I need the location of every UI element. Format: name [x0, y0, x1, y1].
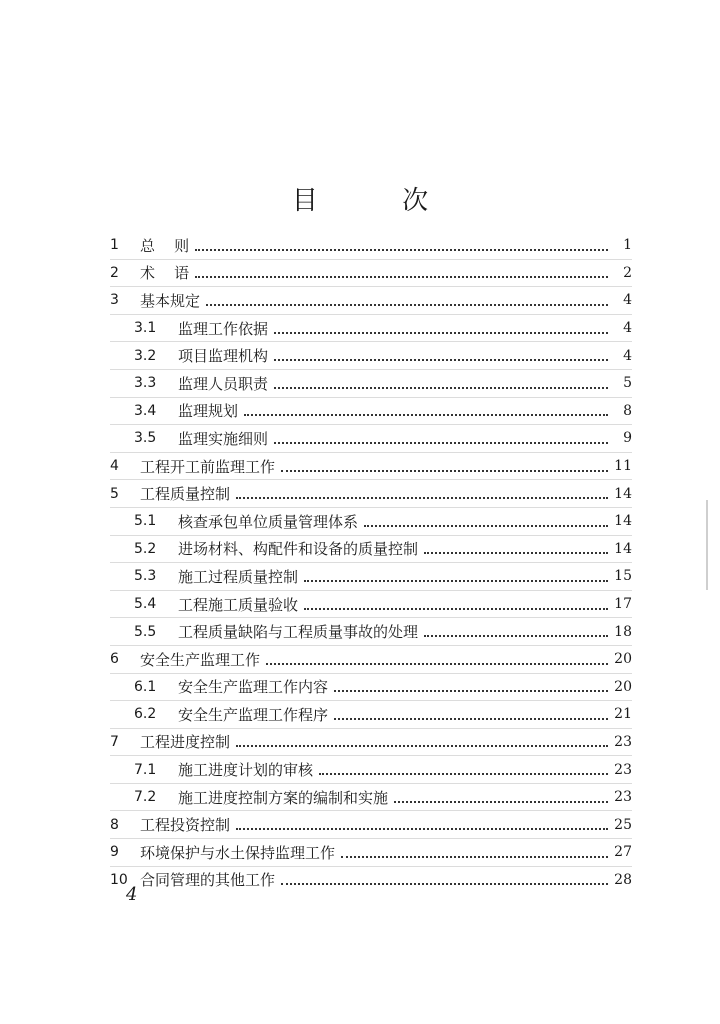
toc-entry-number: 2	[110, 264, 119, 281]
toc-entry-number: 6.2	[134, 706, 157, 723]
dot-leader	[341, 855, 608, 858]
toc-entry-page: 28	[614, 871, 632, 888]
toc-entry-page: 18	[614, 623, 632, 640]
toc-entry-page: 14	[614, 513, 632, 530]
toc-entry[interactable]	[110, 232, 632, 260]
toc-entry-page: 2	[623, 264, 632, 281]
toc-entry-title: 监理工作依据	[178, 319, 269, 338]
toc-subentry[interactable]	[110, 425, 632, 453]
toc-entry-number: 7.2	[134, 789, 157, 806]
toc-entry[interactable]	[110, 839, 632, 867]
toc-entry-number: 3.3	[134, 375, 157, 392]
toc-subentry[interactable]	[110, 784, 632, 812]
scan-edge-line	[706, 500, 708, 590]
toc-entry-title: 安全生产监理工作内容	[178, 678, 329, 697]
toc-entry-title: 工程质量缺陷与工程质量事故的处理	[178, 623, 419, 642]
toc-entry-number: 8	[110, 816, 119, 833]
toc-subentry[interactable]	[110, 618, 632, 646]
toc-title: 目 次	[291, 186, 467, 216]
toc-entry-page: 23	[614, 789, 632, 806]
toc-entry[interactable]	[110, 646, 632, 674]
dot-leader	[281, 469, 608, 472]
toc-entry-title: 监理人员职责	[178, 374, 269, 393]
dot-leader	[319, 772, 608, 775]
toc-entry-title: 总 则	[140, 236, 190, 255]
toc-entry-number: 3.2	[134, 347, 157, 364]
toc-entry[interactable]	[110, 453, 632, 481]
toc-entry-page: 14	[614, 485, 632, 502]
dot-leader	[274, 358, 608, 361]
toc-entry-number: 6	[110, 651, 119, 668]
toc-entry-page: 4	[623, 292, 632, 309]
toc-entry-page: 8	[623, 402, 632, 419]
toc-subentry[interactable]	[110, 701, 632, 729]
toc-subentry[interactable]	[110, 342, 632, 370]
toc-entry-title: 工程质量控制	[140, 485, 231, 504]
toc-entry-title: 项目监理机构	[178, 347, 269, 366]
toc-entry-title: 施工过程质量控制	[178, 567, 299, 586]
toc-entry-title: 工程施工质量验收	[178, 595, 299, 614]
dot-leader	[236, 496, 608, 499]
toc-entry-number: 5.1	[134, 513, 157, 530]
toc-entry-number: 3	[110, 292, 119, 309]
toc-entry-title: 安全生产监理工作程序	[178, 705, 329, 724]
dot-leader	[236, 827, 608, 830]
toc-entry-title: 施工进度控制方案的编制和实施	[178, 788, 389, 807]
dot-leader	[281, 882, 608, 885]
dot-leader	[195, 275, 608, 278]
toc-entry-page: 21	[614, 706, 632, 723]
dot-leader	[206, 303, 608, 306]
toc-entry-page: 11	[614, 458, 632, 475]
toc-entry-number: 6.1	[134, 678, 157, 695]
toc-entry[interactable]	[110, 260, 632, 288]
toc-entry[interactable]	[110, 811, 632, 839]
dot-leader	[195, 248, 608, 251]
toc-entry-page: 17	[614, 596, 632, 613]
toc-entry-number: 1	[110, 237, 119, 254]
toc-entry-page: 14	[614, 540, 632, 557]
toc-subentry[interactable]	[110, 591, 632, 619]
toc-entry-number: 9	[110, 844, 119, 861]
toc-entry-title: 基本规定	[140, 291, 201, 310]
toc-entry-title: 工程投资控制	[140, 816, 231, 835]
toc-entry-number: 10	[110, 871, 128, 888]
toc-entry-page: 4	[623, 347, 632, 364]
dot-leader	[304, 579, 608, 582]
toc-entry-number: 7.1	[134, 761, 157, 778]
toc-entry-number: 5.4	[134, 596, 157, 613]
toc-entry-number: 7	[110, 733, 119, 750]
page-number: 4	[126, 884, 138, 905]
dot-leader	[334, 717, 608, 720]
toc-entry-page: 27	[614, 844, 632, 861]
toc-entry[interactable]	[110, 480, 632, 508]
dot-leader	[364, 524, 608, 527]
toc-subentry[interactable]	[110, 756, 632, 784]
toc-entry-page: 20	[614, 678, 632, 695]
toc-entry-title: 安全生产监理工作	[140, 650, 261, 669]
toc-entry-page: 4	[623, 320, 632, 337]
toc-entry-page: 25	[614, 816, 632, 833]
dot-leader	[424, 551, 608, 554]
dot-leader	[424, 634, 608, 637]
toc-subentry[interactable]	[110, 508, 632, 536]
toc-entry-page: 15	[614, 568, 632, 585]
toc-list	[110, 232, 632, 893]
dot-leader	[274, 441, 608, 444]
dot-leader	[266, 662, 608, 665]
dot-leader	[334, 689, 608, 692]
toc-subentry[interactable]	[110, 370, 632, 398]
dot-leader	[236, 744, 608, 747]
toc-entry-title: 进场材料、构配件和设备的质量控制	[178, 540, 419, 559]
dot-leader	[244, 413, 608, 416]
toc-entry-title: 核查承包单位质量管理体系	[178, 512, 359, 531]
toc-entry-number: 3.1	[134, 320, 157, 337]
toc-entry-number: 5.2	[134, 540, 157, 557]
toc-entry-title: 工程开工前监理工作	[140, 457, 276, 476]
toc-subentry[interactable]	[110, 563, 632, 591]
toc-entry-page: 5	[623, 375, 632, 392]
toc-entry-page: 9	[623, 430, 632, 447]
toc-entry-number: 3.5	[134, 430, 157, 447]
toc-entry-number: 4	[110, 458, 119, 475]
toc-entry-title: 监理规划	[178, 402, 239, 421]
toc-subentry[interactable]	[110, 398, 632, 426]
toc-subentry[interactable]	[110, 315, 632, 343]
toc-entry-number: 5.5	[134, 623, 157, 640]
dot-leader	[274, 386, 608, 389]
toc-entry[interactable]	[110, 867, 632, 894]
dot-leader	[274, 331, 608, 334]
toc-entry[interactable]	[110, 729, 632, 757]
toc-entry-page: 1	[623, 237, 632, 254]
toc-entry-number: 3.4	[134, 402, 157, 419]
toc-entry-title: 术 语	[140, 264, 190, 283]
toc-subentry[interactable]	[110, 536, 632, 564]
toc-entry-page: 20	[614, 651, 632, 668]
toc-entry-page: 23	[614, 761, 632, 778]
toc-entry-number: 5.3	[134, 568, 157, 585]
toc-entry-title: 环境保护与水土保持监理工作	[140, 843, 336, 862]
toc-entry-title: 监理实施细则	[178, 429, 269, 448]
toc-entry-title: 合同管理的其他工作	[140, 871, 276, 890]
toc-entry-number: 5	[110, 485, 119, 502]
toc-entry-page: 23	[614, 733, 632, 750]
dot-leader	[394, 800, 608, 803]
toc-entry[interactable]	[110, 287, 632, 315]
toc-subentry[interactable]	[110, 674, 632, 702]
dot-leader	[304, 607, 608, 610]
toc-entry-title: 施工进度计划的审核	[178, 761, 314, 780]
toc-entry-title: 工程进度控制	[140, 733, 231, 752]
